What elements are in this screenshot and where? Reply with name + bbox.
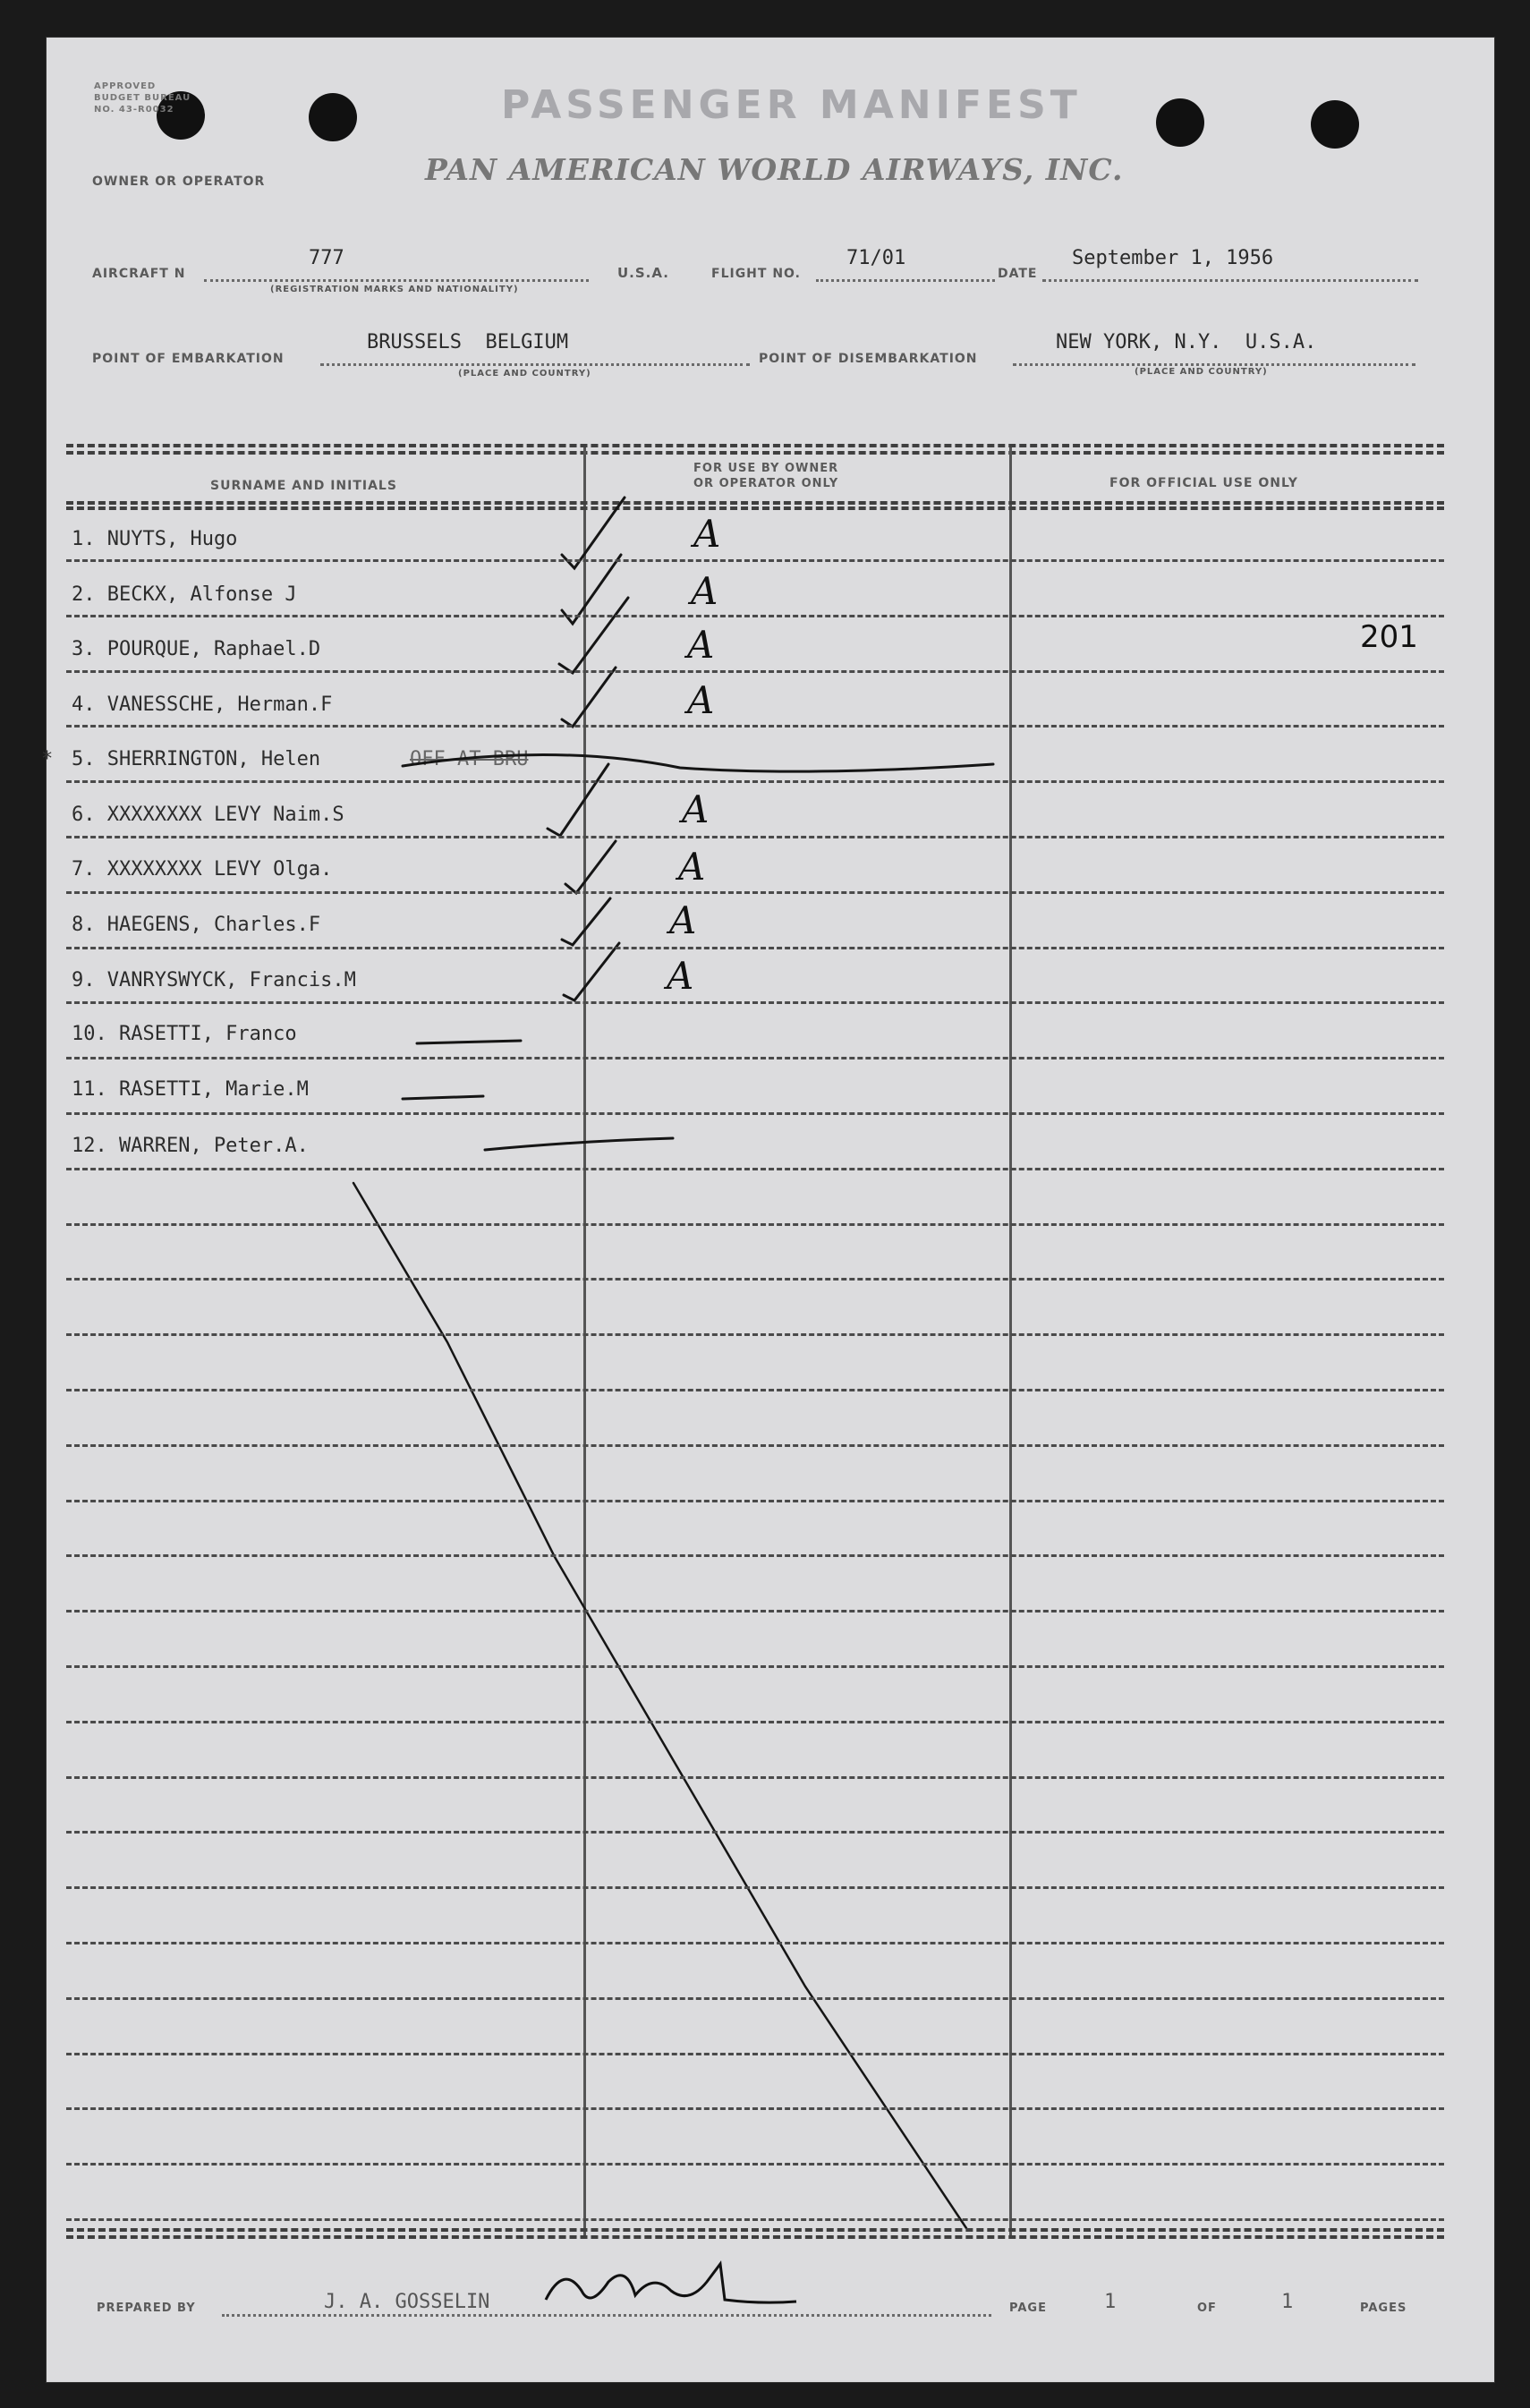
ruled-line (66, 670, 1444, 673)
passenger-row: 7. XXXXXXXX LEVY Olga. (72, 858, 333, 881)
page-title: PASSENGER MANIFEST (501, 82, 1082, 128)
owner-label: OWNER OR OPERATOR (92, 174, 266, 189)
of-label: OF (1197, 2302, 1217, 2315)
signature (528, 2255, 913, 2327)
ruled-line (66, 1444, 1444, 1447)
embark-label: POINT OF EMBARKATION (92, 352, 285, 366)
approval-mark: A (693, 512, 721, 556)
flight-label: FLIGHT NO. (711, 267, 801, 281)
check-mark-icon (562, 498, 625, 568)
approval-mark: A (682, 787, 710, 831)
passenger-row: 10. RASETTI, Franco (72, 1023, 297, 1045)
passenger-row: 4. VANESSCHE, Herman.F (72, 693, 333, 716)
ruled-line (66, 1665, 1444, 1668)
ruled-line (66, 1721, 1444, 1723)
passenger-row: 2. BECKX, Alfonse J (72, 583, 297, 606)
ruled-line (66, 1112, 1444, 1115)
ruled-line (66, 947, 1444, 949)
ruled-line (66, 836, 1444, 838)
approval-mark: A (678, 845, 706, 889)
ruled-line (66, 559, 1444, 562)
ruled-line (66, 1610, 1444, 1612)
passenger-row: 5. SHERRINGTON, Helen (72, 748, 321, 770)
disembark-note: (PLACE AND COUNTRY) (1135, 367, 1268, 377)
flight-number: 71/01 (846, 247, 906, 269)
approval-mark: A (687, 623, 715, 667)
ruled-line (66, 2107, 1444, 2110)
ruled-line (66, 1886, 1444, 1889)
ruled-line (66, 2053, 1444, 2055)
passenger-row: 8. HAEGENS, Charles.F (72, 914, 321, 936)
passenger-row: 3. POURQUE, Raphael.D (72, 638, 321, 660)
ruled-line (66, 1278, 1444, 1281)
ruled-line (66, 1333, 1444, 1336)
aircraft-number: 777 (309, 247, 344, 269)
passenger-row: 12. WARREN, Peter.A. (72, 1135, 309, 1157)
owner-name: PAN AMERICAN WORLD AIRWAYS, INC. (425, 152, 1124, 187)
ruled-line (66, 1223, 1444, 1226)
approval-mark: A (687, 678, 715, 722)
passenger-row: 9. VANRYSWYCK, Francis.M (72, 969, 356, 991)
ruled-line (66, 780, 1444, 783)
prepared-label: PREPARED BY (97, 2302, 196, 2315)
ruled-line (66, 1554, 1444, 1557)
ruled-line (66, 2218, 1444, 2221)
check-mark-icon (565, 841, 616, 893)
disembark-place: NEW YORK, N.Y. U.S.A. (1056, 331, 1317, 353)
struck-note: OFF AT BRU (410, 748, 529, 770)
approval-mark: A (667, 954, 694, 998)
passenger-row: 11. RASETTI, Marie.M (72, 1078, 309, 1101)
ruled-line (66, 891, 1444, 894)
check-mark-icon (564, 943, 619, 1000)
flight-date: September 1, 1956 (1072, 247, 1274, 269)
page-number: 1 (1104, 2291, 1117, 2313)
approved-stamp: APPROVED BUDGET BUREAU NO. 43-R0032 (94, 81, 191, 115)
ruled-line (66, 1389, 1444, 1391)
pages-label: PAGES (1360, 2302, 1407, 2315)
ruled-line (66, 1831, 1444, 1834)
ruled-line (66, 1168, 1444, 1170)
country-label: U.S.A. (617, 265, 669, 281)
aircraft-label: AIRCRAFT N (92, 267, 186, 281)
check-mark-icon (562, 898, 610, 945)
aircraft-note: (REGISTRATION MARKS AND NATIONALITY) (270, 285, 519, 294)
ruled-line (66, 1057, 1444, 1059)
page-label: PAGE (1009, 2302, 1047, 2315)
prepared-by: J. A. GOSSELIN (324, 2291, 490, 2313)
embark-note: (PLACE AND COUNTRY) (458, 369, 591, 379)
check-mark-icon (559, 598, 628, 673)
ruled-line (66, 1776, 1444, 1779)
embark-place: BRUSSELS BELGIUM (367, 331, 569, 353)
passenger-row: 6. XXXXXXXX LEVY Naim.S (72, 804, 344, 826)
ruled-line (66, 1942, 1444, 1944)
column-header-official: FOR OFFICIAL USE ONLY (1109, 476, 1298, 490)
ruled-line (66, 1997, 1444, 2000)
row-prefix: * (41, 748, 54, 770)
date-label: DATE (998, 267, 1038, 281)
column-header-surname: SURNAME AND INITIALS (210, 479, 397, 493)
column-header-owner: FOR USE BY OWNER OR OPERATOR ONLY (693, 462, 839, 490)
passenger-row: 1. NUYTS, Hugo (72, 528, 238, 550)
official-note: 201 (1360, 619, 1418, 655)
approval-mark: A (669, 898, 697, 942)
ruled-line (66, 1500, 1444, 1502)
page-total: 1 (1281, 2291, 1294, 2313)
check-mark-icon (562, 668, 616, 727)
approval-mark: A (691, 569, 718, 613)
ruled-line (66, 615, 1444, 617)
disembark-label: POINT OF DISEMBARKATION (759, 352, 978, 366)
ruled-line (66, 1001, 1444, 1004)
ruled-line (66, 725, 1444, 728)
ruled-line (66, 2163, 1444, 2165)
check-mark-icon (548, 764, 608, 836)
